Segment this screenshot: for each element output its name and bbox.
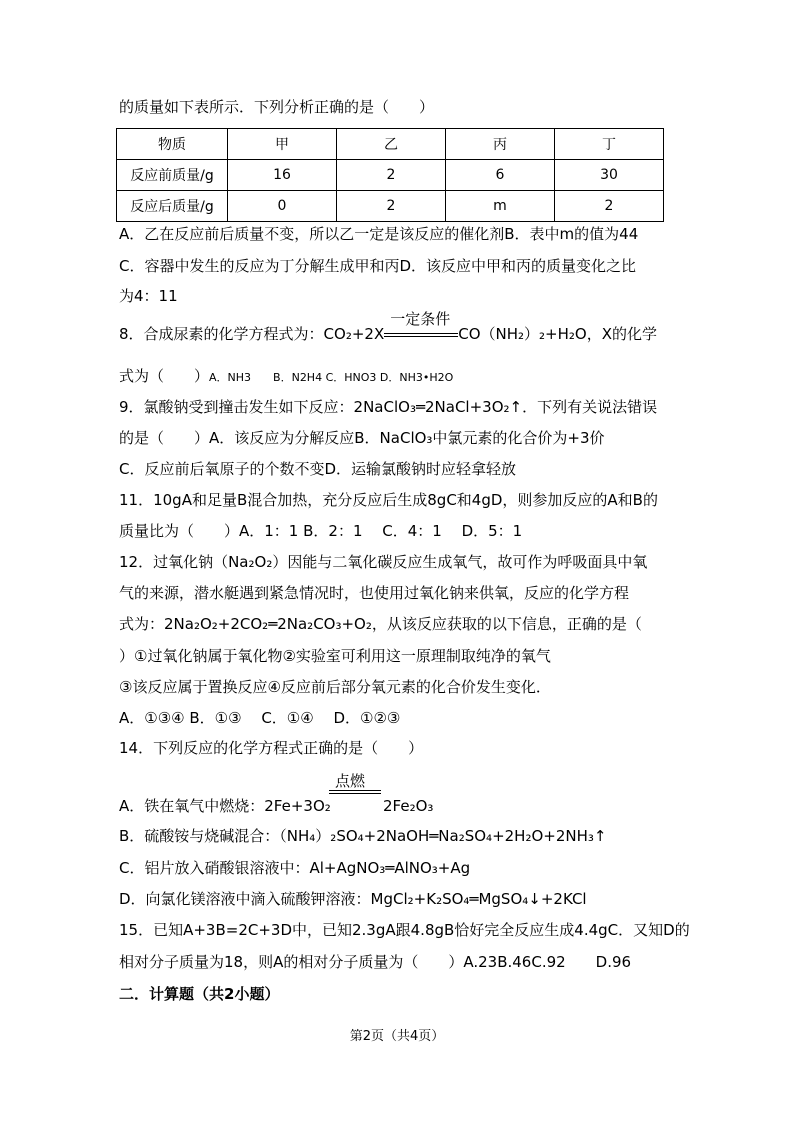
- table-cell: 30: [555, 160, 664, 191]
- question-intro: 的质量如下表所示．下列分析正确的是（ ）: [119, 98, 435, 116]
- table-header-row: [117, 129, 664, 160]
- q8-equation-right: CO（NH₂）₂+H₂O，X的化学: [458, 325, 657, 343]
- q12-line: 气的来源，潜水艇遇到紧急情况时，也使用过氧化钠来供氧，反应的化学方程: [119, 584, 630, 602]
- q14-option-b: B．硫酸铵与烧碱混合：（NH₄）₂SO₄+2NaOH═Na₂SO₄+2H₂O+2NH₃↑: [119, 827, 607, 845]
- table-header-cell: 甲: [228, 129, 337, 160]
- q12-options: A．①③④ B．①③ C．①④ D．①②③: [119, 709, 401, 727]
- q14-reaction-condition: 点燃: [335, 772, 366, 790]
- q8-options: A．NH3 B．N2H4 C．HNO3 D．NH3•H2O: [209, 371, 454, 384]
- page-footer: 第2页（共4页）: [349, 1029, 445, 1044]
- q9-line: C．反应前后氧原子的个数不变D．运输氯酸钠时应轻拿轻放: [119, 460, 517, 478]
- table-header-cell: 乙: [337, 129, 446, 160]
- q7-option-line: A．乙在反应前后质量不变，所以乙一定是该反应的催化剂B．表中m的值为44: [119, 225, 639, 243]
- q15-line: 相对分子质量为18，则A的相对分子质量为（ ）A.23B.46C.92 D.96: [119, 953, 632, 971]
- table-cell: 反应前质量/g: [117, 160, 228, 191]
- q14-option-c: C．铝片放入硝酸银溶液中：Al+AgNO₃═AlNO₃+Ag: [119, 859, 471, 877]
- table-cell: 0: [228, 191, 337, 222]
- q14-option-a-right: 2Fe₂O₃: [383, 797, 434, 815]
- table-header-cell: 丁: [555, 129, 664, 160]
- table-row: [117, 160, 664, 191]
- table-cell: 2: [337, 160, 446, 191]
- q12-line: ）①过氧化钠属于氧化物②实验室可利用这一原理制取纯净的氧气: [119, 647, 551, 665]
- q8-line2: [119, 366, 453, 388]
- table-cell: 2: [337, 191, 446, 222]
- section-heading: 二．计算题（共2小题）: [119, 985, 280, 1003]
- q8-equals-sign: [384, 309, 458, 342]
- q12-line: 式为：2Na₂O₂+2CO₂═2Na₂CO₃+O₂，从该反应获取的以下信息，正确的是（: [119, 615, 642, 633]
- q8-equation-left: 8．合成尿素的化学方程式为：CO₂+2X: [119, 325, 385, 343]
- table-row: [117, 191, 664, 222]
- q12-line: 12．过氧化钠（Na₂O₂）因能与二氧化碳反应生成氧气，故可作为呼吸面具中氧: [119, 553, 648, 571]
- q8-reaction-condition: 一定条件: [390, 309, 451, 328]
- q11-line: 11．10gA和足量B混合加热，充分反应后生成8gC和4gD，则参加反应的A和B的: [119, 491, 658, 509]
- table-cell: 6: [446, 160, 555, 191]
- q14-option-d: D．向氯化镁溶液中滴入硫酸钾溶液：MgCl₂+K₂SO₄═MgSO₄↓+2KCl: [119, 890, 587, 908]
- q7-option-line: 为4：11: [119, 287, 178, 305]
- table-header-cell: 丙: [446, 129, 555, 160]
- table-cell: 2: [555, 191, 664, 222]
- q14-stem: 14．下列反应的化学方程式正确的是（ ）: [119, 739, 424, 757]
- table-cell: m: [446, 191, 555, 222]
- q8-stem: 式为（ ）: [119, 367, 210, 385]
- q9-line: 9．氯酸钠受到撞击发生如下反应：2NaClO₃═2NaCl+3O₂↑．下列有关说法错误: [119, 398, 658, 416]
- q14-option-a-left: A．铁在氧气中燃烧：2Fe+3O₂: [119, 797, 331, 815]
- table-header-cell: 物质: [117, 129, 228, 160]
- mass-table: [116, 128, 664, 222]
- equals-bar: [384, 333, 458, 337]
- q15-line: 15．已知A+3B=2C+3D中，已知2.3gA跟4.8gB恰好完全反应生成4.4gC．又知D的: [119, 921, 690, 939]
- q7-option-line: C．容器中发生的反应为丁分解生成甲和丙D．该反应中甲和丙的质量变化之比: [119, 257, 637, 275]
- table-cell: 反应后质量/g: [117, 191, 228, 222]
- equals-bar: [329, 790, 381, 794]
- q11-line: 质量比为（ ）A．1：1 B．2：1 C．4：1 D．5：1: [119, 522, 523, 540]
- q9-line: 的是（ ）A．该反应为分解反应B．NaClO₃中氯元素的化合价为+3价: [119, 429, 605, 447]
- table-cell: 16: [228, 160, 337, 191]
- q8-equation-line: [119, 309, 657, 344]
- q12-line: ③该反应属于置换反应④反应前后部分氧元素的化合价发生变化．: [119, 678, 551, 696]
